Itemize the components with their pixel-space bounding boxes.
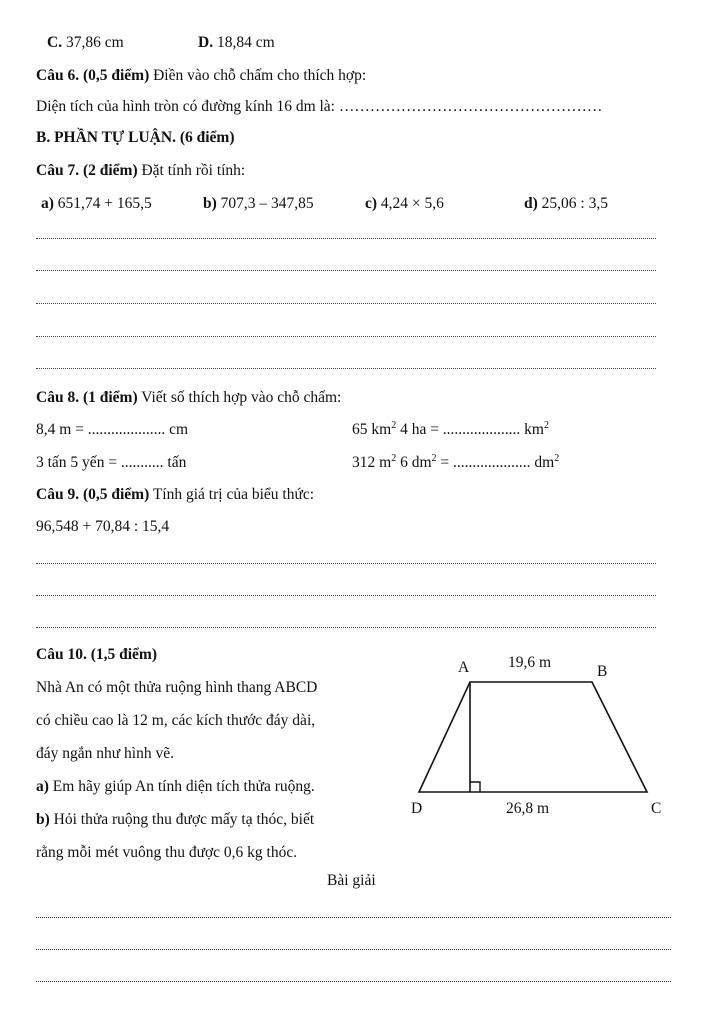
trapezoid-shape [419, 682, 647, 792]
q9-prompt [36, 485, 314, 505]
q9-instruction: Tính giá trị của biểu thức: [152, 486, 315, 503]
answer-line[interactable] [36, 949, 671, 950]
bottom-base-label: 26,8 m [506, 800, 550, 817]
q9-heading: Câu 9. (0,5 điểm) [36, 486, 150, 503]
q9-expression: 96,548 + 70,84 : 15,4 [36, 518, 170, 535]
q6-statement: Diện tích của hình tròn có đường kính 16 dm là: …………………………………………… [36, 98, 603, 115]
answer-line[interactable] [36, 981, 671, 982]
q7-item-expr: 25,06 : 3,5 [541, 195, 608, 212]
q7-item-c [365, 194, 444, 214]
vertex-a-label: A [458, 659, 470, 676]
q8-text: 4 ha = .................... km [396, 421, 544, 438]
answer-line[interactable] [36, 627, 656, 628]
q10-line: có chiều cao là 12 m, các kích thước đáy dài, [36, 712, 316, 729]
q10-part-label: a) [36, 778, 49, 795]
q8-text: = .................... dm [436, 454, 555, 471]
q8-sup: 2 [554, 453, 560, 464]
q10-part-a [36, 770, 388, 803]
q8-text: 312 m [352, 454, 392, 471]
option-d-label: D. [198, 34, 214, 51]
q7-item-d [524, 194, 608, 214]
q6-prompt [36, 66, 366, 86]
answer-line[interactable] [36, 917, 671, 918]
q8-sup: 2 [431, 453, 437, 464]
q8-text: 6 dm [396, 454, 432, 471]
q7-item-b [203, 194, 314, 214]
answer-line[interactable] [36, 563, 656, 564]
section-b-heading: B. PHẦN TỰ LUẬN. (6 điểm) [36, 129, 235, 146]
q8-prompt [36, 388, 341, 408]
q7-item-label: d) [524, 195, 538, 212]
q8-row2-left: 3 tấn 5 yến = ........... tấn [36, 454, 187, 471]
q7-item-expr: 4,24 × 5,6 [380, 195, 444, 212]
q8-heading: Câu 8. (1 điểm) [36, 389, 138, 406]
vertex-d-label: D [411, 800, 423, 817]
right-angle-marker [470, 782, 480, 792]
option-d-value: 18,84 cm [216, 34, 275, 51]
solution-title: Bài giải [327, 872, 376, 889]
q10-part-text: Hỏi thửa ruộng thu được mấy tạ thóc, biết [49, 811, 315, 828]
q10-line: rằng mỗi mét vuông thu được 0,6 kg thóc. [36, 844, 298, 861]
q8-row1-right [352, 420, 549, 440]
vertex-b-label: B [597, 663, 608, 680]
q7-prompt [36, 161, 245, 181]
q6-instruction: Điền vào chỗ chấm cho thích hợp: [153, 67, 367, 84]
option-d [198, 33, 275, 53]
q7-item-expr: 707,3 – 347,85 [220, 195, 314, 212]
q8-instruction: Viết số thích hợp vào chỗ chấm: [141, 389, 342, 406]
q8-row2-right [352, 453, 559, 473]
q10-part-label: b) [36, 811, 50, 828]
option-c-value: 37,86 cm [65, 34, 124, 51]
q10-line: Nhà An có một thửa ruộng hình thang ABCD [36, 679, 318, 696]
answer-line[interactable] [36, 270, 656, 271]
q10-text [36, 671, 388, 869]
answer-line[interactable] [36, 368, 656, 369]
q7-item-expr: 651,74 + 165,5 [57, 195, 152, 212]
answer-line[interactable] [36, 336, 656, 337]
q8-sup: 2 [544, 420, 549, 431]
q7-item-label: c) [365, 195, 378, 212]
option-c [47, 33, 124, 53]
top-base-label: 19,6 m [508, 654, 552, 671]
q8-text: 65 km [352, 421, 392, 438]
q10-part-b [36, 803, 388, 836]
q8-sup: 2 [391, 453, 397, 464]
q8-sup: 2 [391, 420, 397, 431]
q6-heading: Câu 6. (0,5 điểm) [36, 67, 150, 84]
q7-item-label: b) [203, 195, 217, 212]
q8-row1-left: 8,4 m = .................... cm [36, 421, 189, 438]
q7-instruction: Đặt tính rồi tính: [141, 162, 246, 179]
vertex-c-label: C [651, 800, 662, 817]
answer-line[interactable] [36, 303, 656, 304]
trapezoid-figure [405, 645, 675, 830]
answer-line[interactable] [36, 238, 656, 239]
answer-line[interactable] [36, 595, 656, 596]
option-c-label: C. [47, 34, 63, 51]
q7-item-a [41, 194, 152, 214]
q10-heading: Câu 10. (1,5 điểm) [36, 646, 157, 663]
q7-item-label: a) [41, 195, 54, 212]
q10-part-text: Em hãy giúp An tính diện tích thửa ruộng. [48, 778, 315, 795]
q7-heading: Câu 7. (2 điểm) [36, 162, 138, 179]
q10-line: đáy ngắn như hình vẽ. [36, 745, 174, 762]
